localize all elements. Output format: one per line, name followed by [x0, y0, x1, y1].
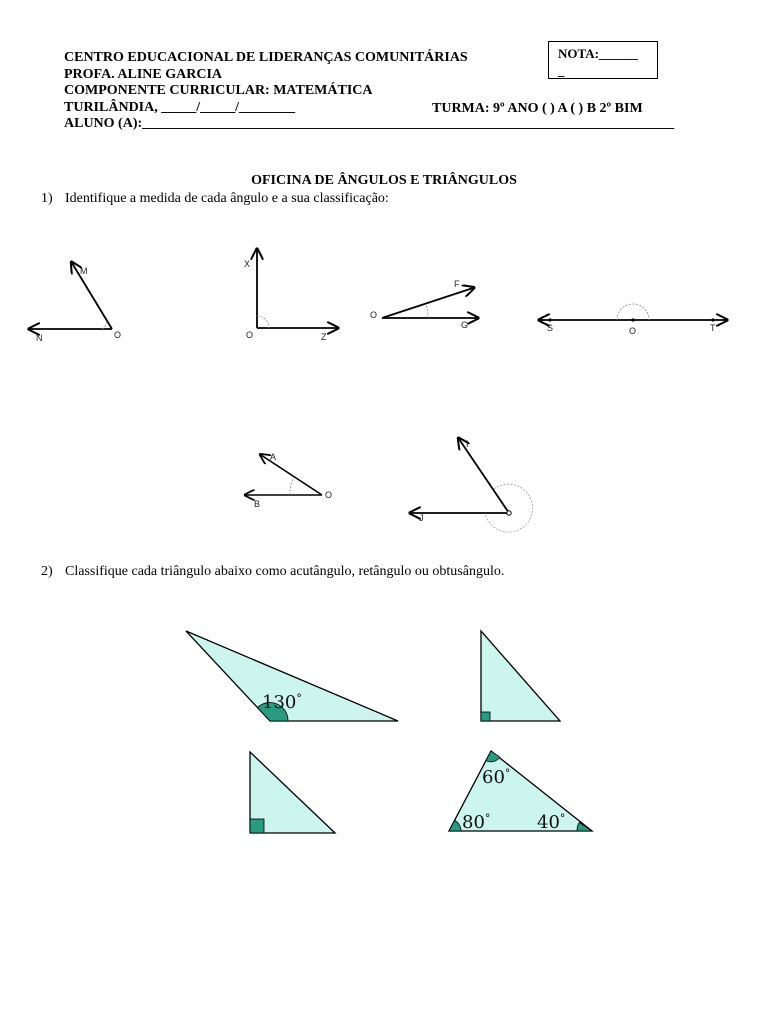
label-i: I	[466, 439, 469, 449]
angle-aob	[246, 452, 332, 509]
triangle-4-left-angle: 80°	[462, 812, 491, 833]
angle-xoz	[244, 250, 337, 342]
triangle-1-angle: 130°	[262, 692, 302, 713]
label-z: Z	[321, 332, 327, 342]
angle-fog	[370, 279, 477, 330]
angle-mon	[30, 263, 121, 343]
label-o3: O	[370, 310, 378, 320]
grade-line: _	[558, 63, 565, 78]
student-line: ALUNO (A):____________________________________________________________________________	[64, 116, 675, 131]
class-line: TURMA: 9º ANO ( ) A ( ) B 2º BIM	[432, 101, 643, 116]
triangle-4-top-angle: 60°	[482, 767, 511, 788]
label-a: A	[270, 452, 277, 462]
label-n: N	[36, 333, 43, 343]
label-t: T	[710, 323, 716, 333]
question-1-number: 1)	[41, 191, 53, 206]
label-x: X	[244, 259, 251, 269]
city-date-line: TURILÂNDIA, _____/_____/________	[64, 99, 296, 115]
teacher-name: PROFA. ALINE GARCIA	[64, 66, 223, 82]
triangle-4-right-angle: 40°	[537, 812, 566, 833]
angle-sot	[540, 304, 726, 336]
subject-line: COMPONENTE CURRICULAR: MATEMÁTICA	[64, 83, 373, 98]
label-f: F	[454, 279, 460, 289]
triangle-acute	[449, 751, 592, 833]
question-2-number: 2)	[41, 564, 53, 579]
school-name: CENTRO EDUCACIONAL DE LIDERANÇAS COMUNITÁRIAS	[64, 50, 468, 65]
label-g: G	[461, 320, 469, 330]
grade-label: NOTA:______	[558, 46, 638, 61]
label-m: M	[80, 266, 88, 276]
label-b: B	[254, 499, 261, 509]
label-o4: O	[629, 326, 637, 336]
label-o1: O	[114, 330, 122, 340]
label-o2: O	[246, 330, 254, 340]
triangle-obtuse	[186, 631, 398, 721]
label-o5: O	[325, 490, 333, 500]
question-2-text: Classifique cada triângulo abaixo como acutângulo, retângulo ou obtusângulo.	[65, 564, 505, 579]
angle-ioj	[411, 439, 532, 532]
page-title: OFICINA DE ÂNGULOS E TRIÂNGULOS	[251, 173, 517, 188]
label-j: J	[419, 513, 424, 523]
triangle-right-2	[250, 752, 335, 833]
triangle-right-1	[481, 631, 560, 721]
question-1-text: Identifique a medida de cada ângulo e a sua classificação:	[65, 191, 389, 206]
label-s: S	[547, 323, 554, 333]
